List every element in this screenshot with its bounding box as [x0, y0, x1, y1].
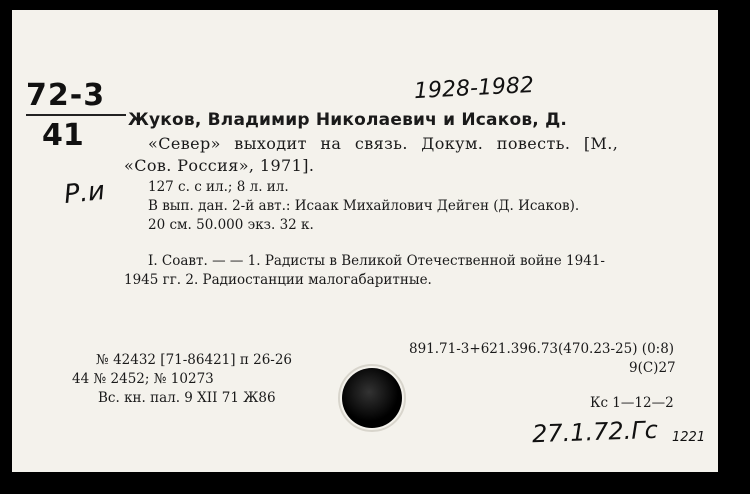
- subject-headings-line-1: I. Соавт. — — 1. Радисты в Великой Отечественной войне 1941-: [148, 253, 605, 269]
- card-punch-hole: [342, 368, 402, 428]
- record-number: № 42432 [71-86421] п 26-26: [96, 352, 293, 368]
- handwritten-date-note: 27.1.72.Гс: [531, 415, 659, 449]
- ks-code: Кс 1—12—2: [590, 395, 674, 411]
- classification-code: 891.71-3+621.396.73(470.23-25) (0:8): [409, 341, 675, 357]
- record-number-2: 44 № 2452; № 10273: [72, 371, 214, 387]
- author-heading: Жуков, Владимир Николаевич и Исаков, Д.: [128, 110, 568, 130]
- shelfmark-divider: [26, 114, 126, 116]
- classification-code-2: 9(С)27: [629, 360, 676, 376]
- handwritten-shelfmark-bottom: 41: [42, 118, 84, 153]
- title-line-2: «Сов. Россия», 1971].: [124, 156, 315, 175]
- chamber-stamp: Вс. кн. пал. 9 XII 71 Ж86: [98, 390, 276, 406]
- catalog-card: [12, 10, 718, 472]
- subject-headings-line-2: 1945 гг. 2. Радиостанции малогабаритные.: [124, 272, 432, 288]
- publication-note: В вып. дан. 2-й авт.: Исаак Михайлович Дейген (Д. Исаков).: [148, 198, 580, 214]
- physical-description: 127 с. с ил.; 8 л. ил.: [148, 179, 289, 195]
- title-line-1: «Север» выходит на связь. Докум. повесть. [М.,: [148, 134, 619, 153]
- size-and-price: 20 см. 50.000 экз. 32 к.: [148, 217, 314, 233]
- handwritten-initials: 1221: [672, 430, 706, 445]
- handwritten-years: 1928-1982: [413, 72, 535, 105]
- handwritten-shelfmark-top: 72-3: [26, 78, 106, 113]
- handwritten-side-note: Р.и: [62, 175, 107, 211]
